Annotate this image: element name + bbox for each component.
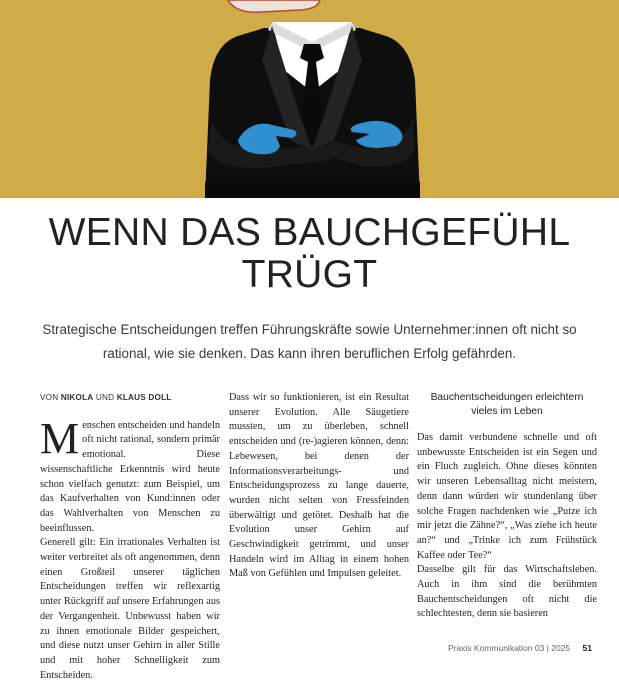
businessman-illustration	[0, 0, 619, 198]
text-column-2	[229, 391, 409, 582]
byline-author-1: NIKOLA	[60, 393, 94, 402]
suit-hem	[205, 182, 420, 198]
byline-prefix: VON	[40, 393, 59, 402]
article-lead: Strategische Entscheidungen treffen Führungskräfte sowie Unternehmer:innen oft nicht so rational, wie sie denken. Das kann ihren beruflichen Erfolg gefährden.	[42, 322, 577, 361]
body-paragraph-2: Generell gilt: Ein irrationales Verhalten ist weiter verbreitet als oft angenommen, denn einen Großteil unserer täglichen Entscheidungen treffen wir reflexartig unter Rückgriff auf unsere Erfahrungen aus der Vergangenheit. Unbewusst haben wir zu ihnen emotionale Bilder gespeichert, und diese nutzt unser Gehirn in aller Stille und mit hoher Schnelligkeit zum Entscheiden.	[40, 537, 220, 681]
text-column-3	[417, 391, 597, 622]
section-subhead: Bauchentscheidungen erleichtern vieles im Leben	[430, 392, 584, 417]
hero-illustration	[0, 0, 619, 198]
headline-line-1: WENN DAS BAUCHGEFÜHL	[48, 211, 571, 254]
body-paragraph-1-text: enschen entscheiden und handeln oft nicht rational, sondern primär emotional. Diese wissenschaftliche Erkenntnis wird heute schon vielfach genutzt: zum Beispiel, um das Kaufverhalten von Kund:innen oder das Wahlverhalten von Menschen zu beeinflussen.	[40, 419, 220, 534]
text-column-1	[40, 391, 220, 683]
byline	[40, 391, 220, 406]
article-headline	[30, 212, 589, 296]
page-number: 51	[582, 643, 592, 653]
byline-author-2: KLAUS DOLL	[116, 393, 172, 402]
body-paragraph-1	[40, 413, 220, 537]
byline-and: UND	[95, 393, 115, 402]
page-footer	[448, 643, 592, 653]
body-paragraph-5: Dasselbe gilt für das Wirtschaftsleben. Auch in ihm sind die berühmten Bauchentscheidungen oft nicht die schlechtesten, denn sie basieren	[417, 564, 597, 620]
drop-cap: M	[40, 413, 80, 463]
thought-bubble-graphic	[228, 0, 320, 12]
publication-name: Praxis Kommunikation 03 | 2025	[447, 643, 571, 653]
body-paragraph-3: Dass wir so funktionieren, ist ein Resultat unserer Evolution. Alle Säugetiere mussten, um zu überleben, schnell entscheiden und (re-)agieren können, denn: Lebewesen, bei denen der Informationsverarbeitungs- und Entscheidungsprozess zu lange dauerte, wurden nicht selten von Fressfeinden überwältigt und getötet. Deshalb hat die Evolution unser Gehirn auf Geschwindigkeit getrimmt, und unser Handeln wird im Alltag in einem hohen Maß von Gefühlen und Impulsen geleitet.	[229, 392, 409, 580]
body-paragraph-4: Das damit verbundene schnelle und oft unbewusste Entscheiden ist ein Segen und ein Fluch zugleich. Ohne dieses könnten wir unseren Lebensalltag nicht meistern, denn dann würden wir stundenlang über solche Fragen nachdenken wie „Putze ich mir jetzt die Zähne?“, „Was ziehe ich heute an?“ und „Trinke ich zum Frühstück Kaffee oder Tee?“	[417, 432, 597, 561]
headline-line-2: TRÜGT	[241, 253, 378, 296]
